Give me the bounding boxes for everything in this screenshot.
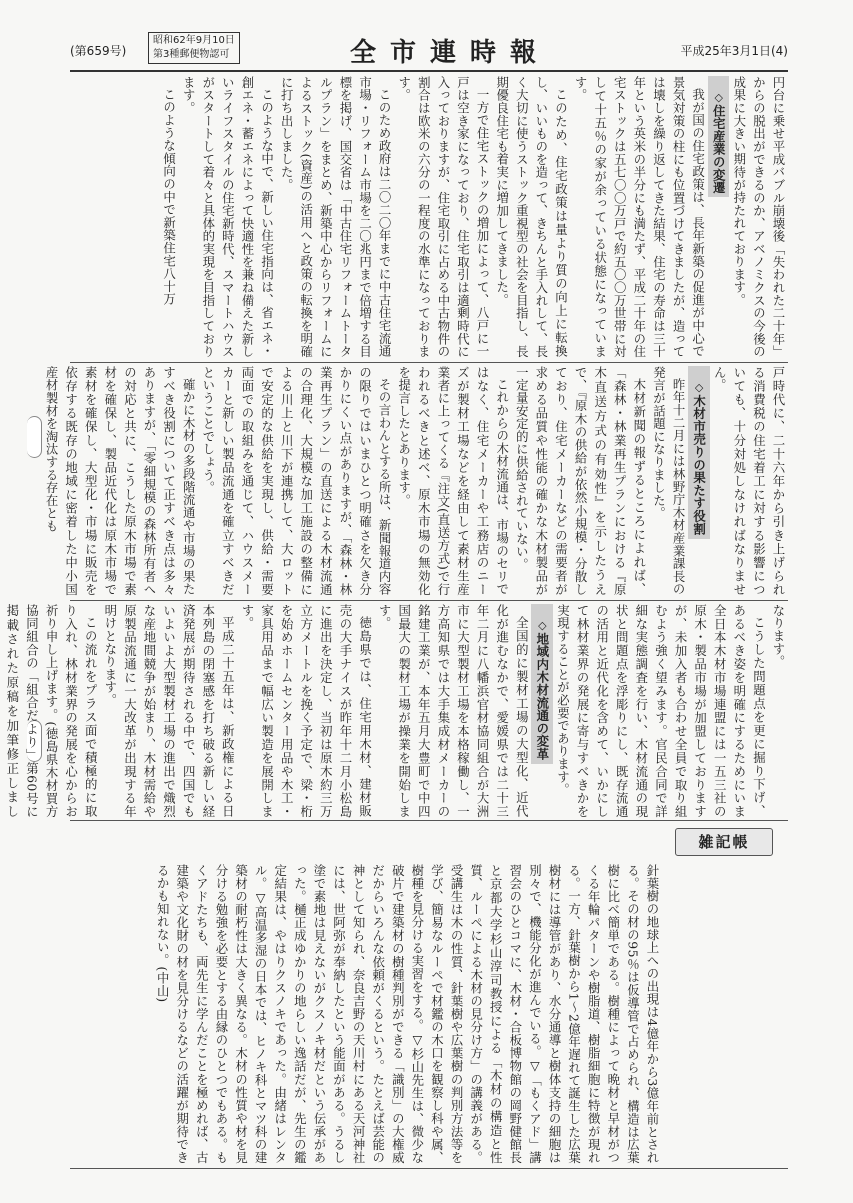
header-rule bbox=[70, 70, 788, 72]
postal-date: 昭和62年9月10日 bbox=[153, 35, 235, 46]
paragraph: 徳島県では、住宅用木材、建材販売の大手ナイスが昨年十二月小松島に進出を決定し、当初は原木約三万立方メートルを挽く予定で、梁・桁を始めホームセンター用品や木工・家具用品まで幅広い製造を展開します。 bbox=[239, 604, 373, 818]
paragraph: 平成二十五年は、新政権による日本列島の閉塞感を打ち破る新しい経済発展が期待される中で、四国でもいよいよ大型製材工場の進出で熾烈な産地間競争が始まり、木材需給や原製品流通に一大改革が出現する年明けとなります。 bbox=[102, 604, 236, 818]
article-band-2 bbox=[44, 366, 788, 596]
paragraph: 確かに木材の多段階流通や市場の果たすべき役割について正すべき点は多々ありますが、「零細規模の森林所有者への対応と共に、こうした原木市場で素材を確保し、製品近代化は原木市場で素材を確保し、大型化・市場に販売を依存する既存の地域に密着した中小国産材製材を淘汰する存在とも bbox=[44, 366, 197, 596]
punch-hole-top bbox=[27, 416, 42, 458]
paragraph: 我が国の住宅政策は、長年新築の促進が中心で景気対策の柱にも位置づけてきましたが、造っては壊しを繰り返してきた結果、住宅の寿命は三十年という英米の半分にも満たず、平成二十年の住宅ストックは五七〇〇万戸で約五〇〇万世帯に対して十五％の家が余っている状態になっています。 bbox=[573, 76, 706, 358]
article-column-3 bbox=[4, 604, 788, 818]
paragraph: このような中で、新しい住宅指向は、省エネ・創エネ・蓄エネによって快適性を兼ね備えた新しいライフスタイルの住宅新時代、スマートハウスがスタートして着々と具体的実現を目指しております。 bbox=[181, 76, 275, 358]
article-column-4 bbox=[72, 864, 662, 1164]
paragraph: このため政府は二〇二〇年までに中古住宅流通市場・リフォーム市場を二〇兆円まで倍増する目標を掲げ、国交省は「中古住宅リフォームトータルプラン」をまとめ、新築中心からリフォームによるストック(資産)の活用へと政策の転換を明確に打ち出しました。 bbox=[279, 76, 393, 358]
paragraph: これからの木材流通は、市場のセリではなく、住宅メーカーや工務店のニーズが製材工場などを経由して素材生産業者に上ってくる『注文(直送方式)で行われるべきと述べ、原木市場の無効化を提言したとあります。 bbox=[396, 366, 510, 596]
issue-number: (第659号) bbox=[70, 44, 127, 58]
newspaper-title: 全市連時報 bbox=[350, 38, 551, 68]
section-heading: ◇木材市売りの果たす役割 bbox=[688, 366, 710, 539]
paragraph: 昨年十二月には林野庁木材産業課長の発言が話題になりました。 bbox=[651, 366, 687, 596]
paragraph: その言わんとする所は、新聞報道内容の限りではいまひとつ明確さを欠き分かりにくい点がありますが、「森林・林業再生プラン」の直送による木材流通の合理化、大規模な加工施設の整備による川上と川下が連携して、大ロットで安定的な供給を実現し、供給・需要両面での取組みを通じて、ハウスメーカーと新しい製品流通を確立すべきだということでしょう。 bbox=[200, 366, 393, 596]
band-rule bbox=[70, 600, 788, 601]
paragraph: 全国的に製材工場の大型化、近代化が進むなかで、愛媛県では二十三年二月に八幡浜官材協同組合が大洲市に大型製材工場を本格稼働し、一方高知県では大手集成材メーカーの銘建工業が、本年五月大豊町で中四国最大の製材工場が操業を開始します。 bbox=[377, 604, 530, 818]
section-heading: ◇住宅産業の変遷 bbox=[708, 76, 730, 197]
paragraph: このような傾向の中で新築住宅八十万 bbox=[161, 88, 177, 306]
postal-class: 第3種郵便物認可 bbox=[153, 49, 230, 60]
section-heading: ◇地域内木材流通の変革 bbox=[531, 604, 553, 764]
footer-rule bbox=[70, 1168, 788, 1169]
article-column-2 bbox=[44, 366, 788, 596]
paragraph: なります。 bbox=[771, 604, 786, 668]
paragraph: この流れをプラス面で積極的に取り入れ、林材業界の発展を心からお祈り申し上げます。(徳島県木材買方協同組合の「組合だより」第60号に掲載された原稿を加筆修正しまし bbox=[4, 604, 99, 818]
article-band-4 bbox=[72, 864, 662, 1164]
article-band-1 bbox=[72, 76, 788, 358]
band-rule bbox=[70, 362, 788, 363]
paragraph: このため、住宅政策は量より質の向上に転換し、いいものを造って、きちんと手入れして、長く大切に使うストック重視型の社会を目指し、長期優良住宅も着実に増加してきました。 bbox=[494, 76, 569, 358]
paragraph: 一方で住宅ストックの増加によって、八戸に一戸は空き家になっており、住宅取引は適剰時代に入っておりますが、住宅取引に占める中古物件の割合は欧米の六分の一程度の水準になっております。 bbox=[396, 76, 491, 358]
paragraph: こうした問題点を更に掘り下げ、あるべき姿を明確にするためにいま全日本木材市場連盟には一五三社の原木・製品市場が加盟しておりますが、未加入者も合わせ全員で取り組むよう強く望みます。官民合同で詳細な実態調査を行い、木材流通の現状と問題点を浮彫りにし、既存流通の活用と近代化を含めて、いかにして林材業界の発展に寄与すべきかを実現することが必要であります。 bbox=[555, 604, 767, 818]
paragraph: 木材新聞の報ずるところによれば、「森林・林業再生プランにおける『原木直送方式の有効性』を示したうえで、『原木の供給が依然小規模・分散しており、住宅メーカーなどの需要者が求める品質や性能の確かな木材製品が一定量安定的に供給されていない。 bbox=[514, 366, 647, 596]
article-band-3 bbox=[4, 604, 788, 818]
paragraph: 針葉樹の地球上への出現は4億年から3億年前とされる。その材の95％は仮導管で占められ、構造は広葉樹に比べ簡単である。樹種によって晩材と早材がつくる年輪パターンや樹脂道、樹脂細胞に特徴が現れる。一方、針葉樹から1～2億年遅れて誕生した広葉樹材には導管があり、水分通導と樹体支持の細胞は別々で、機能分化が進んでいる。▽「もくアド」講習会のひとコマに、木材・合板博物館の岡野健館長と京都大学杉山淳司教授による「木材の構造と性質、ルーペによる木材の見分け方」の講義がある。受講生は木の性質、針葉樹や広葉樹の判別方法等を学び、簡易なルーペで材鑑の木口を観察し科や属、樹種を見分ける実習をする。▽杉山先生は、微少な破片で建築材の樹種判別ができる「識別」の大権威だからいろんな依頼がくるという。たとえば芸能の神として知られ、奈良吉野の天川村にある天河神社には、世阿弥が奉納したという能面がある。うるし塗で素地は見えないがクスノキ材だという伝承があった。樋正成ゆかりの地らしい逸話だが、先生の鑑定結果は、やはりクスノキであった。由緒はレンタル。▽高温多湿の日本では、ヒノキ科とマツ科の建築材の耐朽性は大きく異なる。木材の性質や材を見分ける勉強を必要とする由縁のひとつでもある。もくアドたちも、両先生に学んだことを極めれば、古建築や文化財の材を見分けるなどの活躍が期待できるかも知れない。(中山) bbox=[155, 864, 660, 1164]
article-column-1 bbox=[72, 76, 788, 358]
zakkicho-title: 雑記帳 bbox=[675, 828, 773, 856]
band-rule bbox=[70, 820, 788, 821]
masthead bbox=[70, 30, 788, 70]
paragraph: 円台に乗せ平成バブル崩壊後「失われた二十年」からの脱出ができるのか、アベノミクスの今後の成果に大きい期待が持たれております。 bbox=[731, 76, 786, 358]
postal-permit bbox=[148, 32, 240, 64]
issue-date: 平成25年3月1日(4) bbox=[680, 44, 788, 58]
article-band-4-right bbox=[664, 826, 788, 1164]
paragraph: 戸時代に、二十六年から引き上げられる消費税の住宅着工に対する影響についても、十分対処しなければなりません。 bbox=[712, 366, 786, 596]
